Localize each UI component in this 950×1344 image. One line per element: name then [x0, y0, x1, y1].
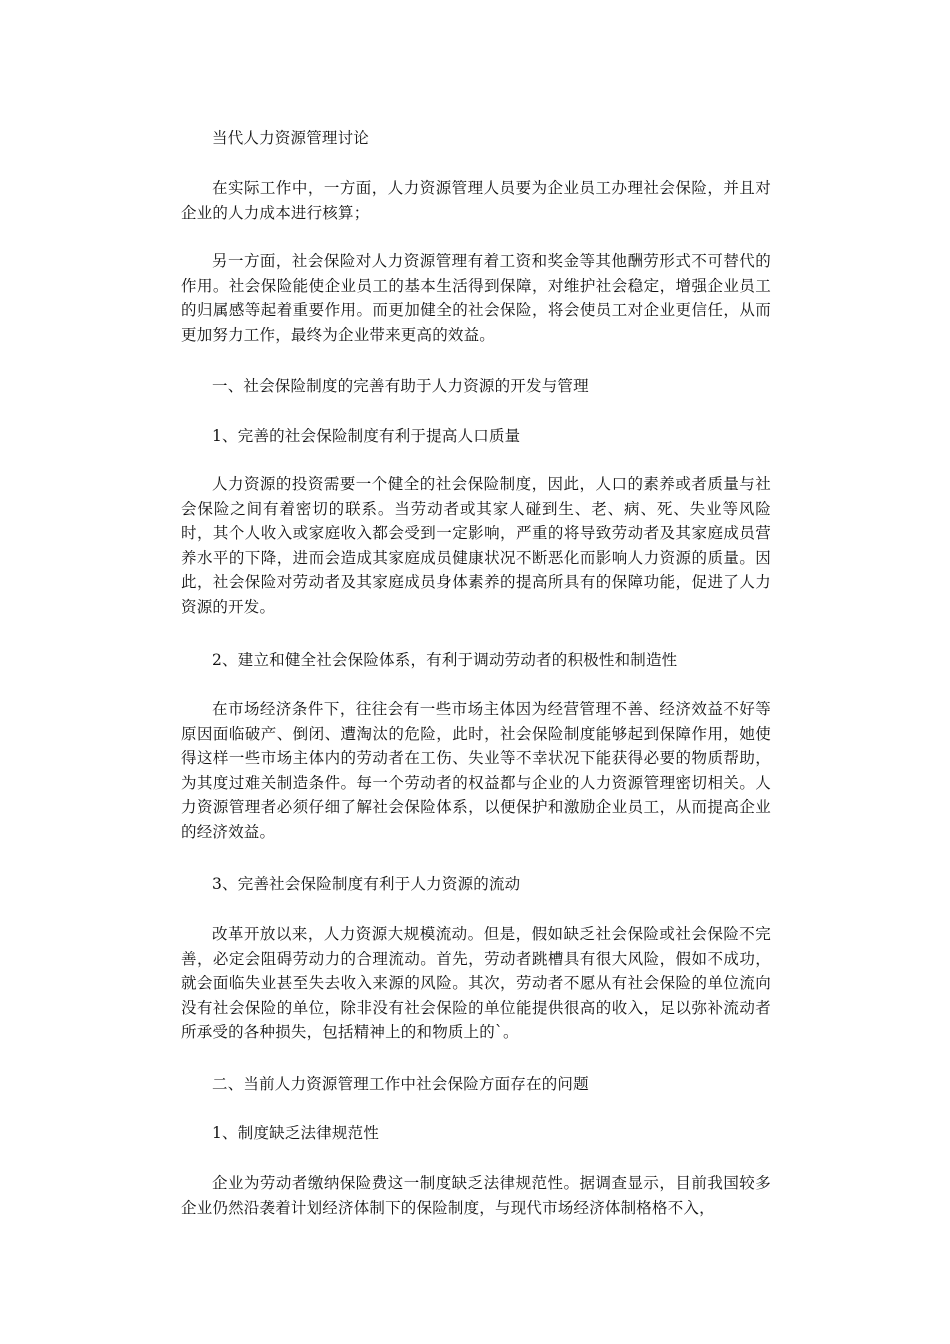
- subsection-heading-1-3: 3、完善社会保险制度有利于人力资源的流动: [212, 875, 521, 893]
- paragraph-3: 人力资源的投资需要一个健全的社会保险制度，因此，人口的素养或者质量与社会保险之间有着密切的联系。当劳动者或其家人碰到生、老、病、死、失业等风险时，其个人收入或家庭收入都会受到一定影响，严重的将导致劳动者及其家庭成员营养水平的下降，进而会造成其家庭成员健康状况不断恶化而影响人力资源的质量。因此，社会保险对劳动者及其家庭成员身体素养的提高所具有的保障功能，促进了人力资源的开发。: [181, 475, 771, 616]
- subsection-heading-2-1: 1、制度缺乏法律规范性: [212, 1124, 380, 1142]
- section-heading-1: 一、社会保险制度的完善有助于人力资源的开发与管理: [212, 377, 589, 395]
- paragraph-5: 改革开放以来，人力资源大规模流动。但是，假如缺乏社会保险或社会保险不完善，必定会阻碍劳动力的合理流动。首先，劳动者跳槽具有很大风险，假如不成功，就会面临失业甚至失去收入来源的风险。其次，劳动者不愿从有社会保险的单位流向没有社会保险的单位，除非没有社会保险的单位能提供很高的收入，足以弥补流动者所承受的各种损失，包括精神上的和物质上的`。: [181, 925, 771, 1041]
- paragraph-1: 在实际工作中，一方面，人力资源管理人员要为企业员工办理社会保险，并且对企业的人力成本进行核算；: [181, 179, 771, 222]
- document-title: 当代人力资源管理讨论: [212, 129, 370, 147]
- subsection-heading-1-2: 2、建立和健全社会保险体系，有利于调动劳动者的积极性和制造性: [212, 651, 678, 669]
- paragraph-4: 在市场经济条件下，往往会有一些市场主体因为经营管理不善、经济效益不好等原因面临破产、倒闭、遭淘汰的危险，此时，社会保险制度能够起到保障作用，她使得这样一些市场主体内的劳动者在工伤、失业等不幸状况下能获得必要的物质帮助，为其度过难关制造条件。每一个劳动者的权益都与企业的人力资源管理密切相关。人力资源管理者必须仔细了解社会保险体系，以便保护和激励企业员工，从而提高企业的经济效益。: [181, 700, 771, 841]
- paragraph-2: 另一方面，社会保险对人力资源管理有着工资和奖金等其他酬劳形式不可替代的作用。社会保险能使企业员工的基本生活得到保障，对维护社会稳定，增强企业员工的归属感等起着重要作用。而更加健全的社会保险，将会使员工对企业更信任，从而更加努力工作，最终为企业带来更高的效益。: [181, 252, 771, 344]
- section-heading-2: 二、当前人力资源管理工作中社会保险方面存在的问题: [212, 1075, 589, 1093]
- paragraph-6: 企业为劳动者缴纳保险费这一制度缺乏法律规范性。据调查显示，目前我国较多企业仍然沿袭着计划经济体制下的保险制度，与现代市场经济体制格格不入，: [181, 1174, 771, 1217]
- subsection-heading-1-1: 1、完善的社会保险制度有利于提高人口质量: [212, 427, 521, 445]
